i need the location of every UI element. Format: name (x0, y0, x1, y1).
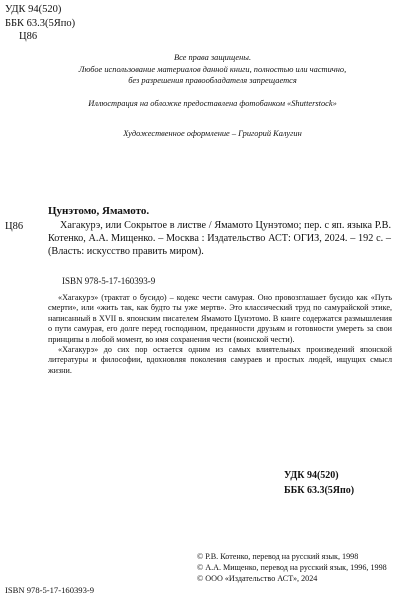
bibliographic-description: Хагакурэ, или Сокрытое в листве / Ямамото Цунэтомо; пер. с яп. языка Р.В. Котенко, А.А. Мищенко. – Москва : Издательство АСТ: ОГИЗ, 2024. – 192 с. – (Власть: искусство править миром). (48, 220, 391, 258)
rights-notice (40, 52, 385, 87)
isbn-footer: ISBN 978-5-17-160393-9 (5, 585, 95, 595)
classification-codes-top (5, 3, 75, 44)
udk-code-bottom: УДК 94(520) (284, 470, 339, 481)
annotation (48, 293, 392, 376)
copyright-line-2: © А.А. Мищенко, перевод на русский язык, 1996, 1998 (197, 562, 387, 572)
cutter-code: Ц86 (19, 31, 38, 42)
copyright-line-3: © ООО «Издательство АСТ», 2024 (197, 573, 318, 583)
copyright-notices (197, 552, 387, 585)
cutter-mark: Ц86 (5, 221, 24, 232)
copyright-line-1: © Р.В. Котенко, перевод на русский язык, 1998 (197, 552, 359, 561)
isbn-main: ISBN 978-5-17-160393-9 (62, 276, 156, 286)
design-note: Художественное оформление – Григорий Калугин (123, 129, 302, 138)
bbk-code-bottom: ББК 63.3(5Япо) (284, 484, 355, 496)
illustration-note: Иллюстрация на обложке предоставлена фотобанком «Shutterstock» (88, 99, 337, 108)
annotation-paragraph-2: «Хагакурэ» до сих пор остается одним из самых влиятельных произведений японской литературы и философии, вдохновляя поколения самураев и простых людей, ищущих смысл жизни. (48, 345, 392, 375)
rights-line-1: Все права защищены. (173, 53, 252, 62)
author-heading: Цунэтомо, Ямамото. (48, 205, 150, 217)
rights-line-3: без разрешения правообладателя запрещается (128, 76, 297, 85)
annotation-paragraph-1: «Хагакурэ» (трактат о бусидо) – кодекс чести самурая. Оно провозглашает бусидо как «Путь смерти», или «жить так, как будто ты уже мертв». Это классический труд по самурайской этике, написанный в XVII в. японским писателем Ямамото Цунэтомо. В книге содержатся размышления о пути самурая, его долге перед господином, преданности друзьям и готовности умереть за свои принципы в любой момент, во имя сохранения чести (воинской чести). (48, 293, 392, 344)
rights-line-2: Любое использование материалов данной книги, полностью или частично, (78, 64, 347, 74)
classification-codes-bottom (284, 469, 354, 498)
bbk-code: ББК 63.3(5Япо) (5, 17, 76, 29)
udk-code: УДК 94(520) (5, 4, 62, 15)
